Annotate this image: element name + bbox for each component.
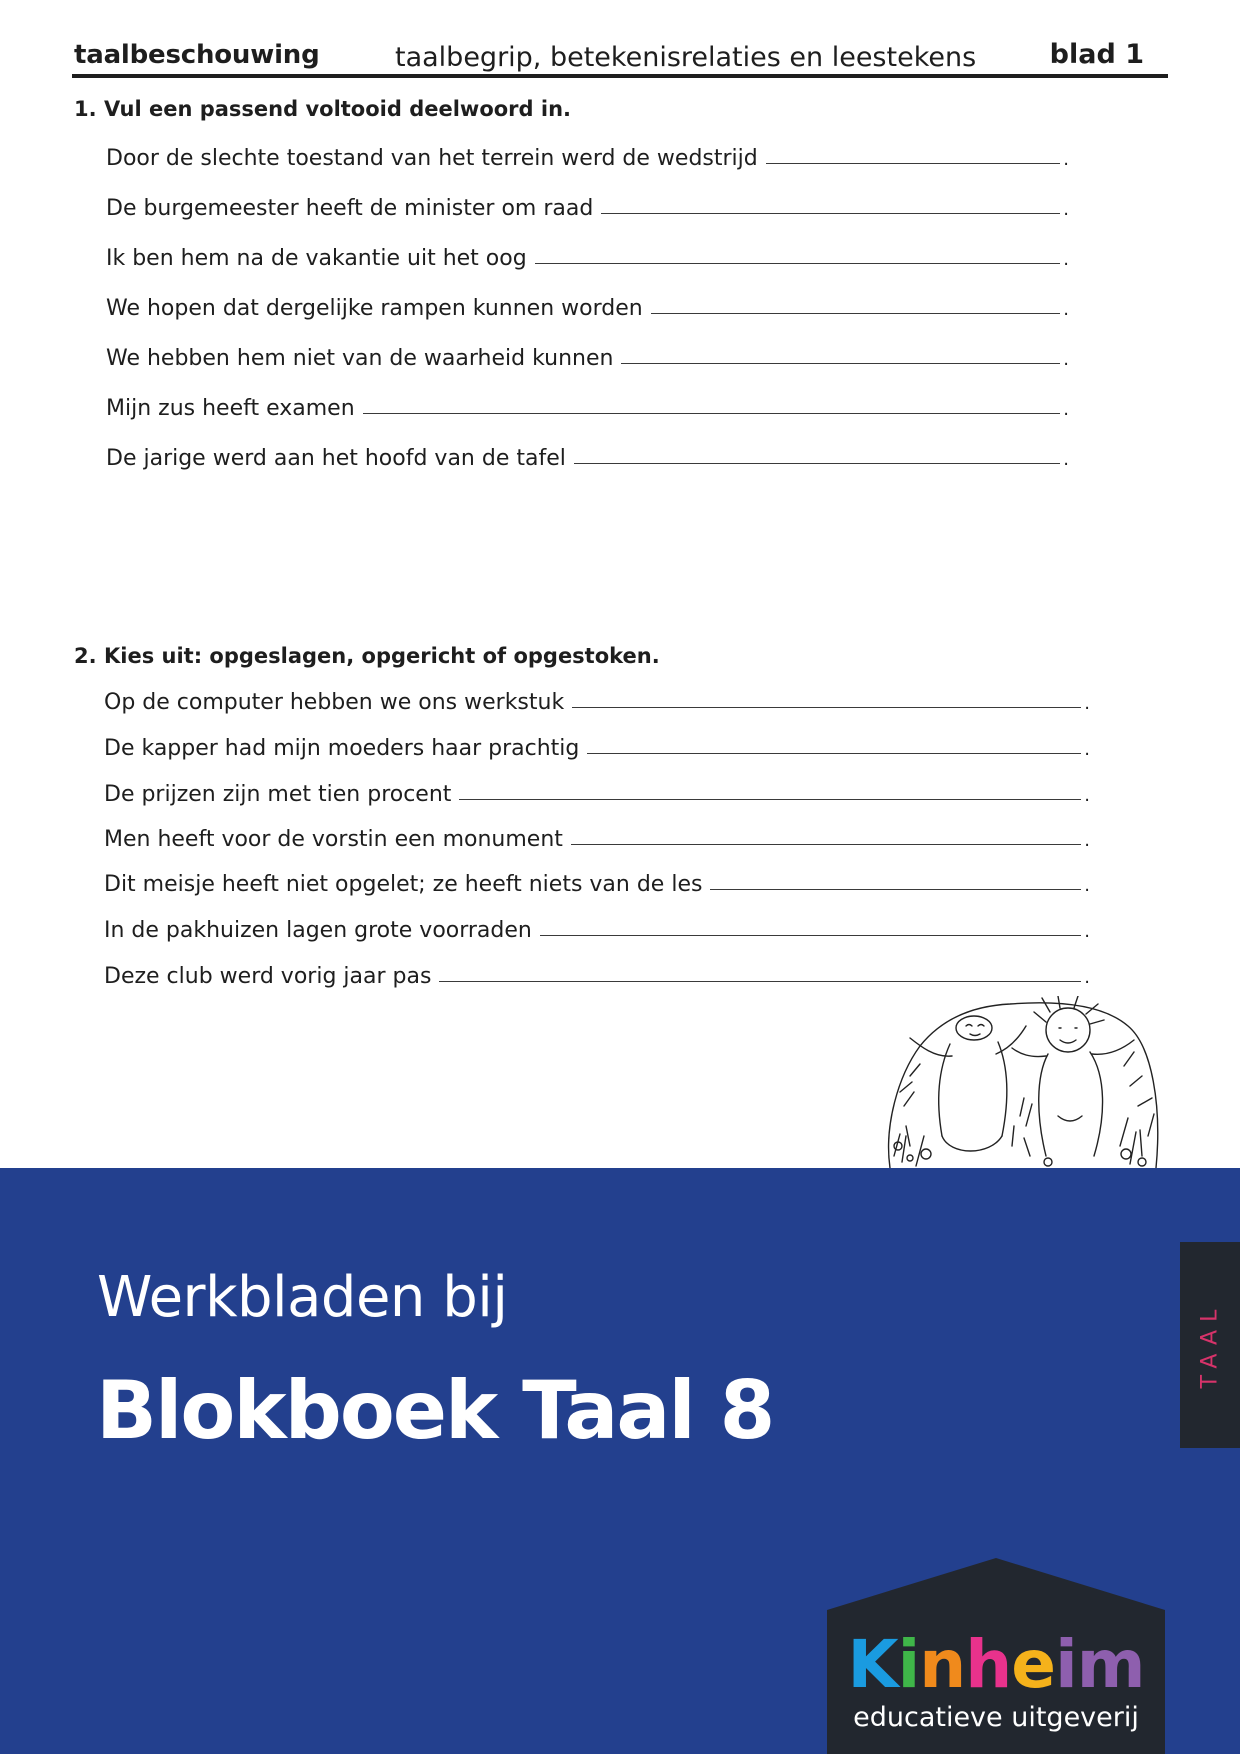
topic-label: taalbegrip, betekenisrelaties en leestekens [395, 42, 977, 73]
exercise-1-item[interactable]: We hebben hem niet van de waarheid kunnen . [106, 346, 1069, 371]
exercise-2-item[interactable]: Dit meisje heeft niet opgelet; ze heeft niets van de les . [104, 872, 1090, 897]
series-subtitle: Werkbladen bij [97, 1265, 508, 1330]
publisher-logo [827, 1558, 1165, 1754]
exercise-1-item[interactable]: We hopen dat dergelijke rampen kunnen worden . [106, 296, 1069, 321]
answer-line[interactable] [459, 798, 1081, 800]
exercise-2-item[interactable]: Deze club werd vorig jaar pas . [104, 964, 1090, 989]
logo-letter: m [1076, 1626, 1145, 1703]
children-in-grass-illustration [880, 996, 1162, 1168]
answer-line[interactable] [651, 312, 1061, 314]
answer-line[interactable] [574, 462, 1060, 464]
exercise-1-instruction: Vul een passend voltooid deelwoord in. [104, 97, 571, 121]
sentence-text: De jarige werd aan het hoofd van de tafel [106, 446, 566, 471]
sentence-text: In de pakhuizen lagen grote voorraden [104, 918, 532, 943]
answer-line[interactable] [572, 706, 1081, 708]
book-title: Blokboek Taal 8 [96, 1364, 774, 1457]
children-lying-in-grass-drawing [880, 996, 1162, 1168]
exercise-2-instruction: Kies uit: opgeslagen, opgericht of opgestoken. [104, 644, 660, 668]
exercise-2-item[interactable]: De prijzen zijn met tien procent . [104, 782, 1090, 807]
sentence-text: Dit meisje heeft niet opgelet; ze heeft niets van de les [104, 872, 703, 897]
exercise-2-item[interactable]: In de pakhuizen lagen grote voorraden . [104, 918, 1090, 943]
publisher-tagline: educatieve uitgeverij [853, 1702, 1139, 1733]
logo-letter: i [897, 1626, 920, 1703]
exercise-1-item[interactable]: De jarige werd aan het hoofd van de tafel . [106, 446, 1069, 471]
answer-line[interactable] [571, 843, 1081, 845]
sentence-text: Mijn zus heeft examen [106, 396, 355, 421]
logo-letter: n [919, 1626, 966, 1703]
sheet-number: blad 1 [1049, 39, 1144, 70]
logo-letter: h [965, 1626, 1012, 1703]
sentence-text: We hebben hem niet van de waarheid kunnen [106, 346, 614, 371]
sentence-text: We hopen dat dergelijke rampen kunnen worden [106, 296, 643, 321]
exercise-2-number: 2. [74, 644, 97, 668]
sentence-text: Op de computer hebben we ons werkstuk [104, 690, 565, 715]
logo-letter: i [1055, 1626, 1077, 1703]
exercise-1-heading [74, 97, 571, 121]
logo-letter: e [1011, 1626, 1056, 1703]
sentence-text: Door de slechte toestand van het terrein werd de wedstrijd [106, 146, 758, 171]
sentence-text: Men heeft voor de vorstin een monument [104, 827, 563, 852]
exercise-1-item[interactable]: Door de slechte toestand van het terrein werd de wedstrijd . [106, 146, 1069, 171]
exercise-1-item[interactable]: Mijn zus heeft examen . [106, 396, 1069, 421]
answer-line[interactable] [710, 888, 1081, 890]
logo-letter: K [847, 1626, 898, 1703]
exercise-2-item[interactable]: Men heeft voor de vorstin een monument . [104, 827, 1090, 852]
answer-line[interactable] [535, 262, 1061, 264]
sentence-text: De kapper had mijn moeders haar prachtig [104, 736, 580, 761]
subject-label: taalbeschouwing [74, 40, 320, 70]
sentence-text: Ik ben hem na de vakantie uit het oog [106, 246, 527, 271]
publisher-name [827, 1626, 1165, 1703]
exercise-2-heading [74, 644, 660, 668]
answer-line[interactable] [601, 212, 1060, 214]
answer-line[interactable] [621, 362, 1060, 364]
answer-line[interactable] [587, 752, 1081, 754]
answer-line[interactable] [439, 980, 1081, 982]
exercise-2-item[interactable]: Op de computer hebben we ons werkstuk . [104, 690, 1090, 715]
answer-line[interactable] [766, 162, 1061, 164]
exercise-1-number: 1. [74, 97, 97, 121]
answer-line[interactable] [540, 934, 1081, 936]
exercise-1-item[interactable]: Ik ben hem na de vakantie uit het oog . [106, 246, 1069, 271]
page-header [72, 34, 1168, 78]
exercise-1-item[interactable]: De burgemeester heeft de minister om raad . [106, 196, 1069, 221]
exercise-2-item[interactable]: De kapper had mijn moeders haar prachtig . [104, 736, 1090, 761]
sentence-text: De prijzen zijn met tien procent [104, 782, 452, 807]
sentence-text: De burgemeester heeft de minister om raad [106, 196, 594, 221]
subject-tab [1180, 1242, 1240, 1448]
answer-line[interactable] [363, 412, 1061, 414]
cover-footer [0, 1168, 1240, 1754]
sentence-text: Deze club werd vorig jaar pas [104, 964, 432, 989]
subject-tab-label: TAAL [1197, 1301, 1223, 1389]
